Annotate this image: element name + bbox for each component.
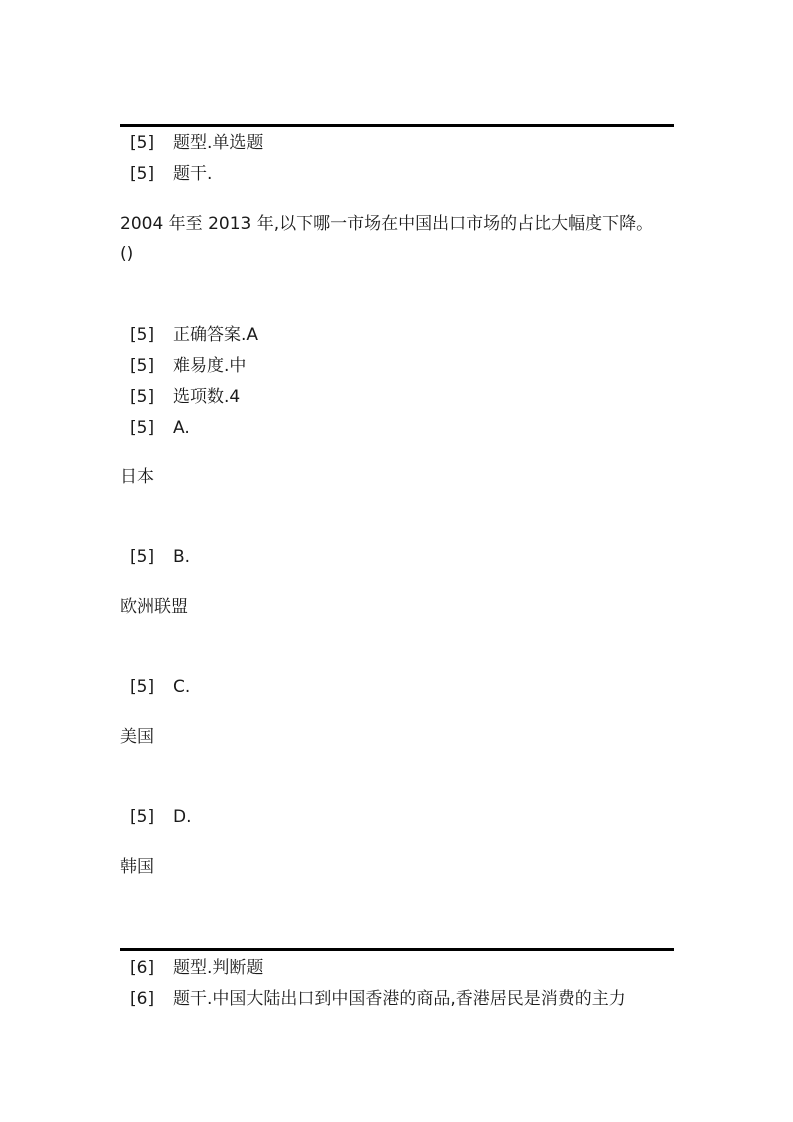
option-b-label-row [130, 545, 190, 569]
question-number-tag: [5] [130, 547, 155, 567]
question-number-tag: [5] [130, 387, 155, 407]
question-type: 题型.单选题 [173, 133, 264, 153]
option-a-text: 日本 [120, 467, 154, 487]
difficulty: 难易度.中 [173, 356, 247, 376]
option-a-label-row [130, 416, 190, 440]
option-count: 选项数.4 [173, 387, 241, 407]
correct-answer: 正确答案.A [173, 325, 259, 345]
question-stem-line-2: () [120, 244, 134, 264]
option-c-text: 美国 [120, 727, 154, 747]
question-number-tag: [5] [130, 164, 155, 184]
question-stem-row [130, 987, 626, 1011]
option-d-label-row [130, 805, 192, 829]
option-d-label: D. [173, 807, 192, 827]
question-separator-rule [120, 124, 674, 127]
question-number-tag: [5] [130, 677, 155, 697]
question-stem: 题干.中国大陆出口到中国香港的商品,香港居民是消费的主力 [173, 989, 626, 1009]
question-number-tag: [5] [130, 133, 155, 153]
question-number-tag: [6] [130, 989, 155, 1009]
difficulty-row [130, 354, 246, 378]
question-separator-rule [120, 948, 674, 951]
option-a-label: A. [173, 418, 190, 438]
option-b-text: 欧洲联盟 [120, 597, 188, 617]
question-number-tag: [5] [130, 356, 155, 376]
question-stem-label-row [130, 162, 212, 186]
option-d-text: 韩国 [120, 857, 154, 877]
option-count-row [130, 385, 240, 409]
option-c-label-row [130, 675, 190, 699]
option-b-label: B. [173, 547, 191, 567]
question-stem-line-1: 2004 年至 2013 年,以下哪一市场在中国出口市场的占比大幅度下降。 [120, 214, 654, 234]
question-number-tag: [5] [130, 325, 155, 345]
correct-answer-row [130, 323, 258, 347]
option-c-label: C. [173, 677, 191, 697]
question-type: 题型.判断题 [173, 958, 264, 978]
question-type-row [130, 956, 263, 980]
question-number-tag: [6] [130, 958, 155, 978]
question-number-tag: [5] [130, 418, 155, 438]
question-type-row [130, 131, 263, 155]
question-number-tag: [5] [130, 807, 155, 827]
question-stem-label: 题干. [173, 164, 213, 184]
